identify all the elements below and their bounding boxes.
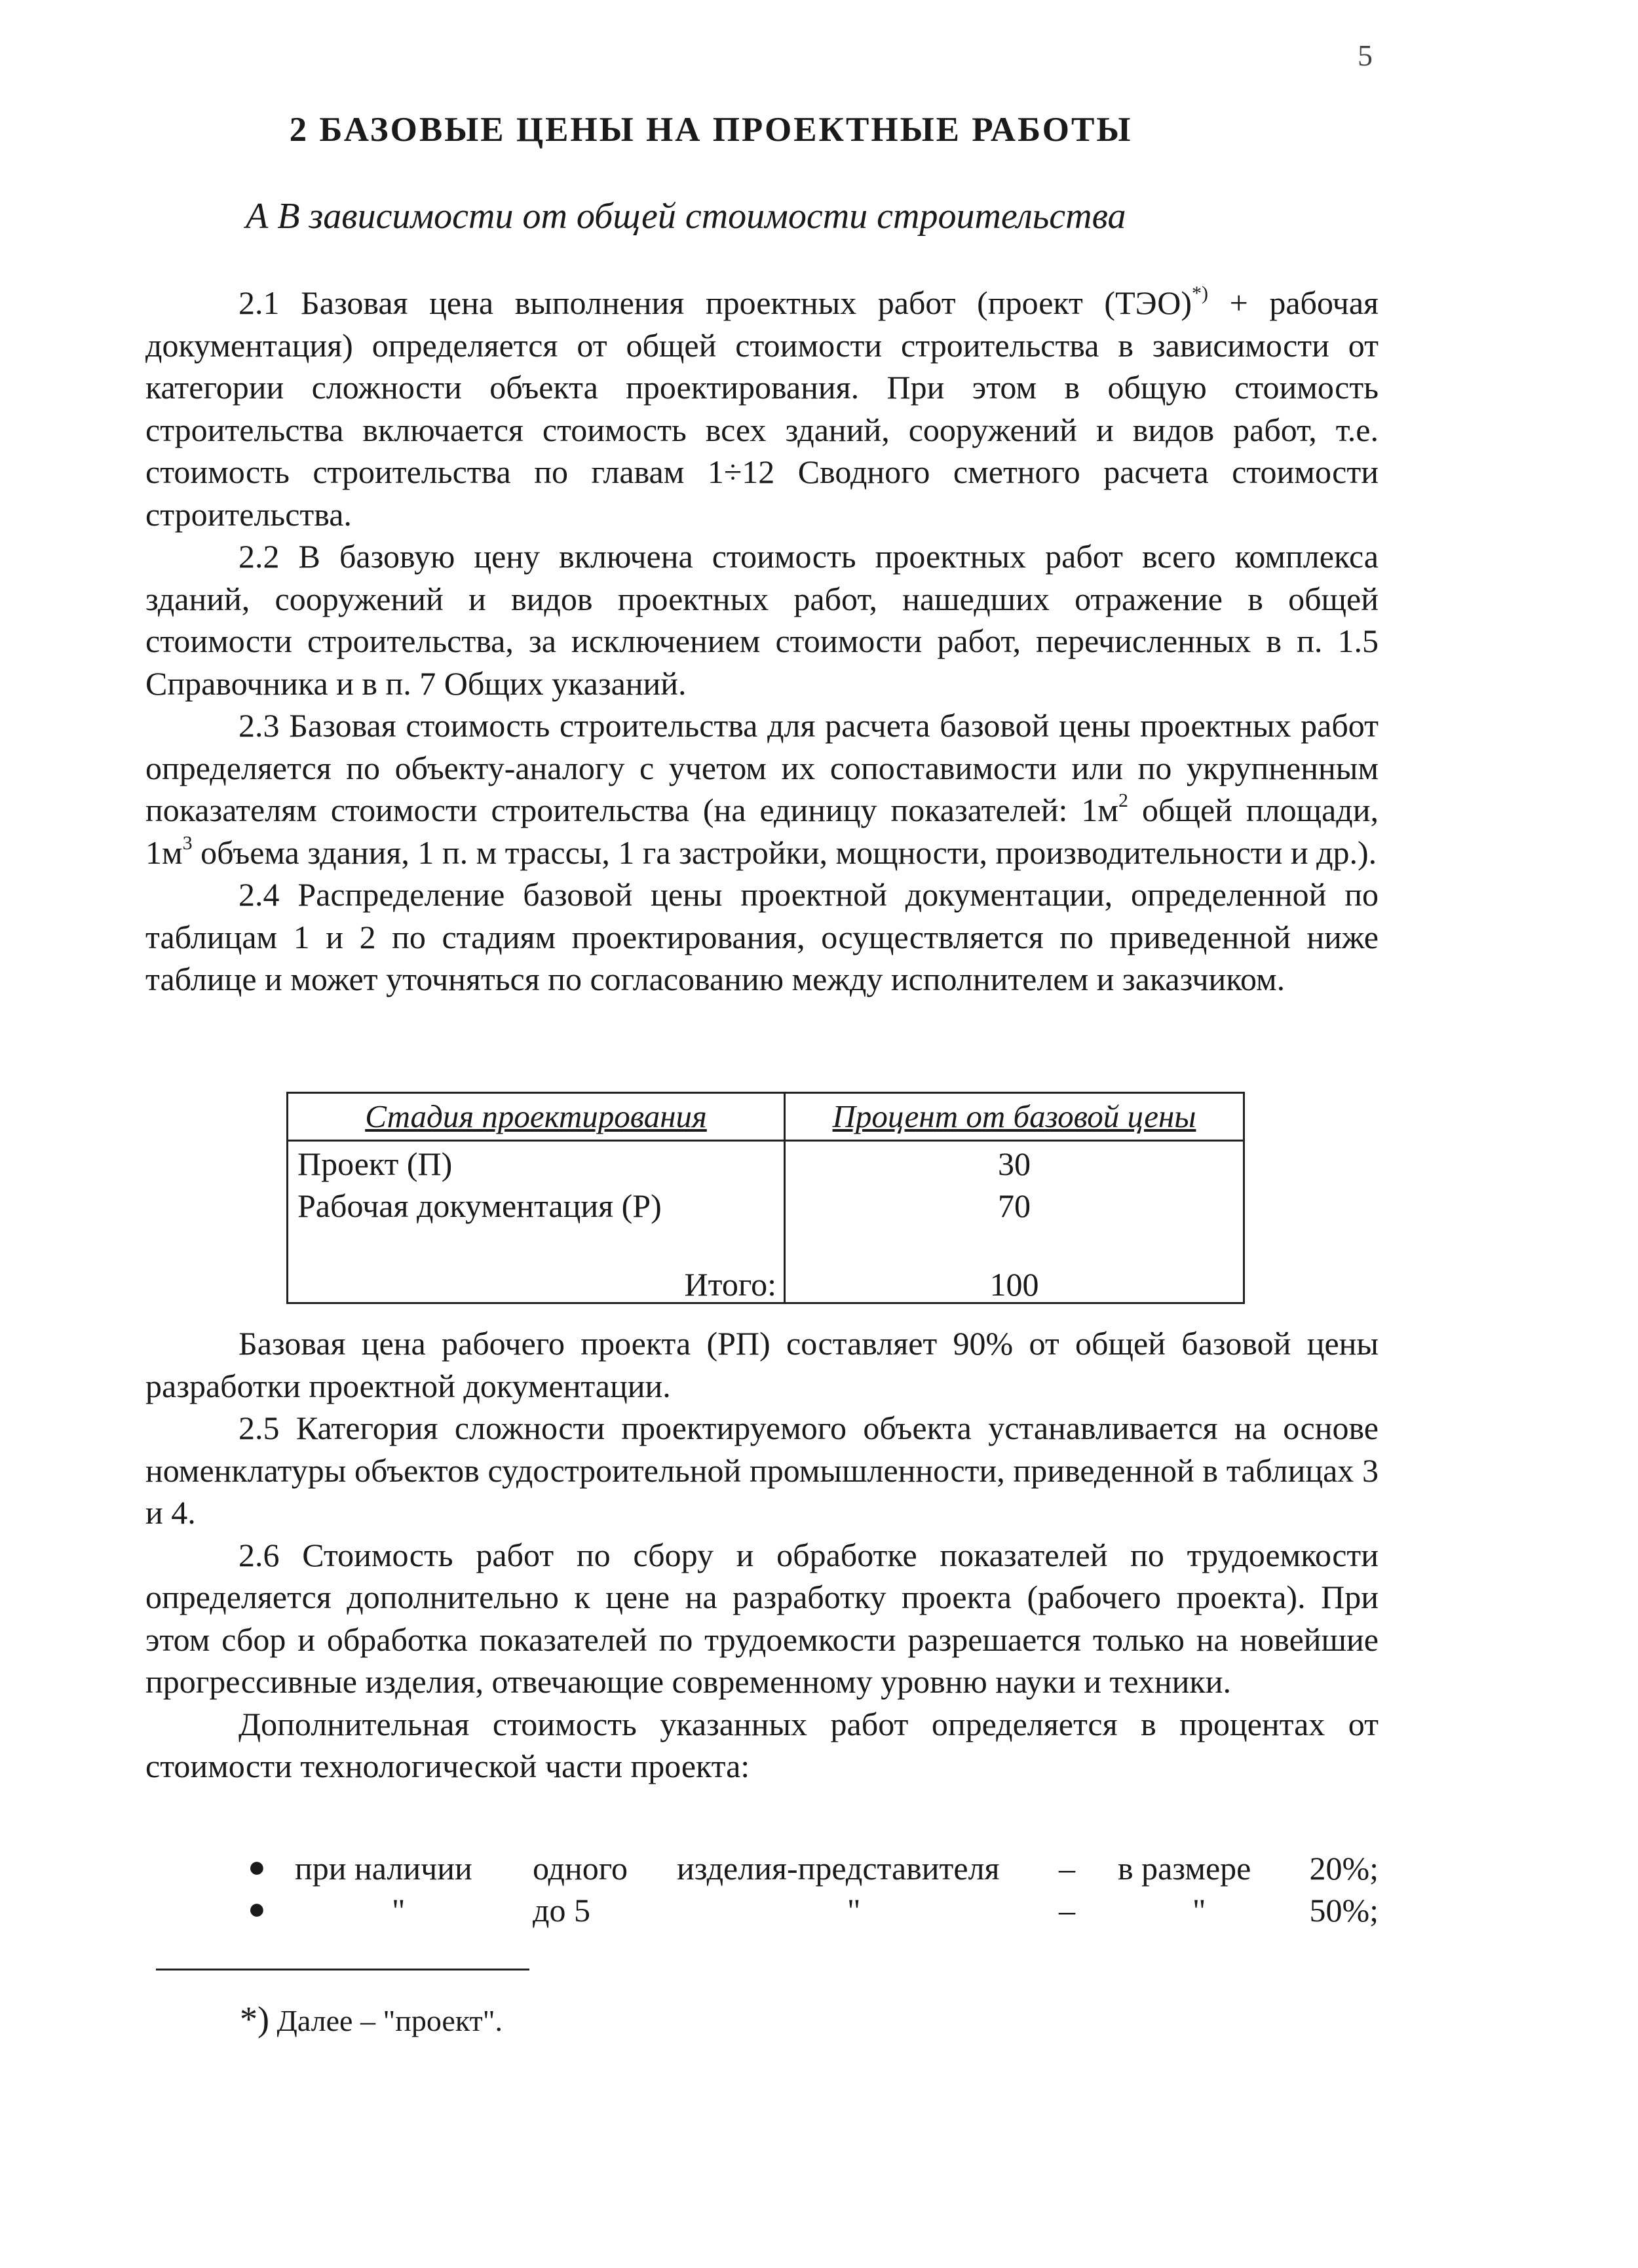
bullet-icon: ● bbox=[248, 1892, 266, 1925]
section-heading: 2 БАЗОВЫЕ ЦЕНЫ НА ПРОЕКТНЫЕ РАБОТЫ bbox=[289, 111, 1133, 149]
paragraph-2-6: 2.6 Стоимость работ по сбору и обработке показателей по трудоемкости определяется дополнительно к цене на разработку проекта (рабочего проекта). При этом сбор и обработка показателей по трудоемкости разрешается только на новейшие прогрессивные изделия, отвечающие современному уровню науки и техники. bbox=[145, 1536, 1379, 1700]
paragraph-2-2: 2.2 В базовую цену включена стоимость проектных работ всего комплекса зданий, сооружений и видов проектных работ, нашедших отражение в общей стоимости строительства, за исключением стоимости работ, перечисленных в п. 1.5 Справочника и в п. 7 Общих указаний. bbox=[145, 538, 1379, 702]
list-item: ● при наличии одного изделия-представителя – в размере 20%; bbox=[248, 1850, 1379, 1887]
table-cell-percent: 70 bbox=[998, 1187, 1031, 1224]
paragraph-2-5: 2.5 Категория сложности проектируемого объекта устанавливается на основе номенклатуры объектов судостроительной промышленности, приведенной в таблицах 3 и 4. bbox=[145, 1410, 1379, 1531]
paragraph-2-1: 2.1 Базовая цена выполнения проектных работ (проект (ТЭО)*) + рабочая документация) определяется от общей стоимости строительства в зависимости от категории сложности объекта проектирования. При этом в общую стоимость строительства включается стоимость всех зданий, сооружений и видов работ, т.е. стоимость строительства по главам 1÷12 Сводного сметного расчета стоимости строительства. bbox=[145, 282, 1379, 533]
paragraph-2-3: 2.3 Базовая стоимость строительства для расчета базовой цены проектных работ определяется по объекту-аналогу с учетом их сопоставимости или по укрупненным показателям стоимости строительства (на единицу показателей: $1м^2$ общей площади, $1м^3$ объема здания, 1 п. м трассы, 1 га застройки, мощности, производительности и др.). bbox=[145, 707, 1379, 871]
table-cell-stage: Рабочая документация (Р) bbox=[297, 1187, 662, 1224]
table-total-label: Итого: bbox=[684, 1266, 776, 1303]
table-header-divider bbox=[288, 1140, 1243, 1142]
bullet-icon: ● bbox=[248, 1850, 266, 1883]
footnote: *) Далее – "проект". bbox=[240, 1999, 503, 2039]
subsection-heading: А В зависимости от общей стоимости строительства bbox=[246, 196, 1126, 237]
list-item: ● " до 5 " – " 50%; bbox=[248, 1892, 1379, 1929]
table-cell-percent: 30 bbox=[998, 1145, 1031, 1182]
table-header-percent: Процент от базовой цены bbox=[832, 1098, 1196, 1134]
page-number: 5 bbox=[1358, 39, 1373, 72]
paragraph-additional-cost: Дополнительная стоимость указанных работ определяется в процентах от стоимости технологической части проекта: bbox=[145, 1705, 1379, 1784]
footnote-separator bbox=[156, 1969, 529, 1970]
body-text-lower bbox=[145, 1322, 1379, 1788]
paragraph-rp: Базовая цена рабочего проекта (РП) составляет 90% от общей базовой цены разработки проектной документации. bbox=[145, 1325, 1379, 1404]
table-total-value: 100 bbox=[989, 1266, 1039, 1303]
table-header-stage: Стадия проектирования bbox=[365, 1098, 707, 1134]
body-text-upper bbox=[145, 282, 1379, 1001]
table-cell-stage: Проект (П) bbox=[297, 1145, 453, 1182]
stage-distribution-table bbox=[286, 1092, 1245, 1304]
paragraph-2-4: 2.4 Распределение базовой цены проектной документации, определенной по таблицам 1 и 2 по стадиям проектирования, осуществляется по приведенной ниже таблице и может уточняться по согласованию между исполнителем и заказчиком. bbox=[145, 876, 1379, 997]
